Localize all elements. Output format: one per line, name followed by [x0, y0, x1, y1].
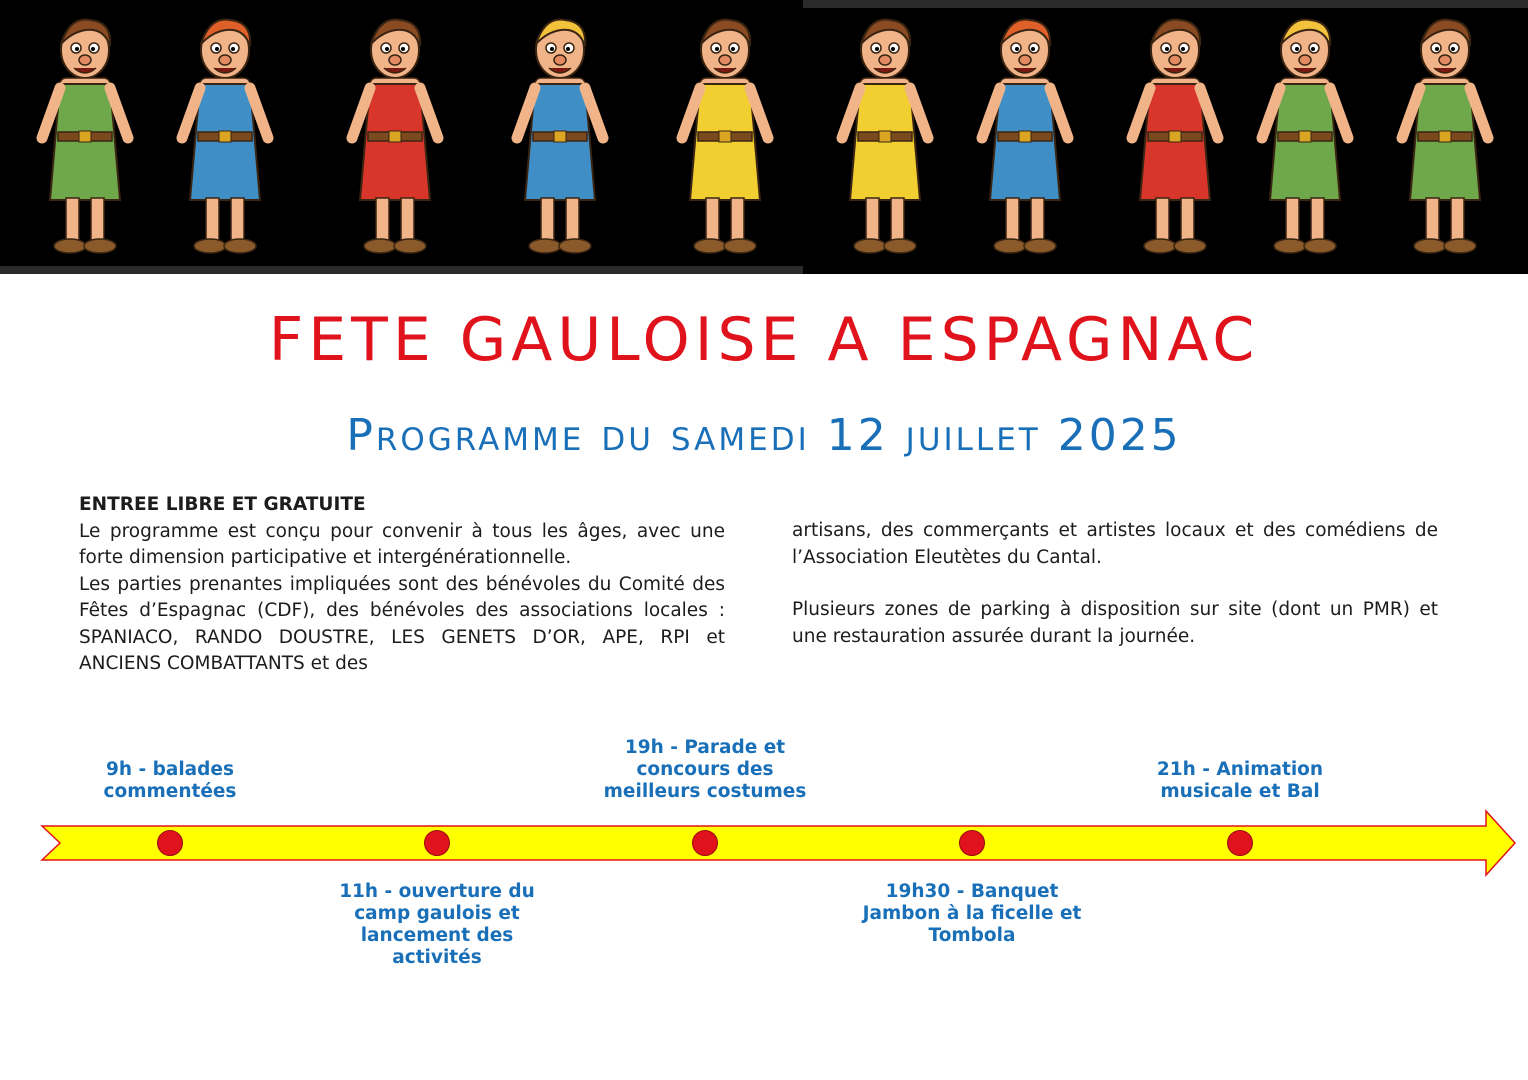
banner-bottom-strip — [0, 266, 803, 274]
timeline-event-line: 21h - Animation — [1156, 759, 1324, 780]
timeline-event-line: 19h - Parade et — [624, 737, 786, 758]
intro-right-column — [792, 518, 1438, 650]
timeline-event-3 — [565, 737, 845, 803]
timeline-arrow — [0, 800, 1528, 890]
timeline-event-line: musicale et Bal — [1160, 781, 1320, 802]
intro-paragraph-3: Plusieurs zones de parking à disposition sur site (dont un PMR) et une restauration assurée durant la journée. — [792, 599, 1438, 647]
intro-left-column — [79, 492, 725, 678]
gaul-red-cape-figure — [1380, 10, 1510, 265]
banner-top-strip — [803, 0, 1528, 8]
gaul-woman-blue-dress-figure — [160, 10, 290, 265]
gaul-with-goblet-figure — [660, 10, 790, 265]
timeline-event-1 — [30, 759, 310, 803]
timeline-event-line: 9h - balades — [106, 759, 234, 780]
timeline-event-4 — [832, 881, 1112, 947]
timeline-event-line: concours des — [636, 759, 774, 780]
timeline-dot — [960, 831, 985, 856]
timeline-event-line: Tombola — [928, 925, 1016, 946]
gaul-red-tunic-shield-figure — [1110, 10, 1240, 265]
timeline-event-line: meilleurs costumes — [603, 781, 807, 802]
timeline-event-line: activités — [392, 947, 482, 968]
timeline-dot — [693, 831, 718, 856]
gaul-woman-with-bowl-figure — [960, 10, 1090, 265]
timeline-event-2 — [297, 881, 577, 969]
entry-heading: ENTREE LIBRE ET GRATUITE — [79, 494, 366, 515]
roman-soldier-with-shield-figure — [495, 10, 625, 265]
timeline-dot — [158, 831, 183, 856]
timeline-arrow-body — [42, 811, 1515, 875]
gaul-with-tool-figure — [330, 10, 460, 265]
timeline-event-line: camp gaulois et — [354, 903, 520, 924]
timeline-dot — [425, 831, 450, 856]
header-banner — [0, 0, 1528, 274]
gaul-with-globe-figure — [820, 10, 950, 265]
roman-green-tunic-shield-figure — [1240, 10, 1370, 265]
page-subtitle: Programme du samedi 12 juillet 2025 — [346, 410, 1182, 461]
page-title: FETE GAULOISE A ESPAGNAC — [268, 305, 1260, 375]
timeline-event-5 — [1100, 759, 1380, 803]
timeline-event-line: lancement des — [360, 925, 514, 946]
timeline-dot — [1228, 831, 1253, 856]
timeline-event-line: 11h - ouverture du — [339, 881, 535, 902]
timeline-event-line: Jambon à la ficelle et — [862, 903, 1082, 924]
intro-paragraph-2-part-2: artisans, des commerçants et artistes locaux et des comédiens de l’Association Eleutètes du Cantal. — [792, 520, 1438, 568]
intro-paragraph-2-part-1: Les parties prenantes impliquées sont des bénévoles du Comité des Fêtes d’Espagnac (CDF), des bénévoles des associations locales : SPANIACO, RANDO DOUSTRE, LES GENETS D’OR, APE, RPI et ANCIENS COMBATTANTS et des — [79, 573, 725, 674]
intro-paragraph-1: Le programme est conçu pour convenir à tous les âges, avec une forte dimension participative et intergénérationnelle. — [79, 520, 725, 568]
timeline-event-line: 19h30 - Banquet — [885, 881, 1059, 902]
gaul-with-shield-figure — [20, 10, 150, 265]
timeline-event-line: commentées — [103, 781, 237, 802]
